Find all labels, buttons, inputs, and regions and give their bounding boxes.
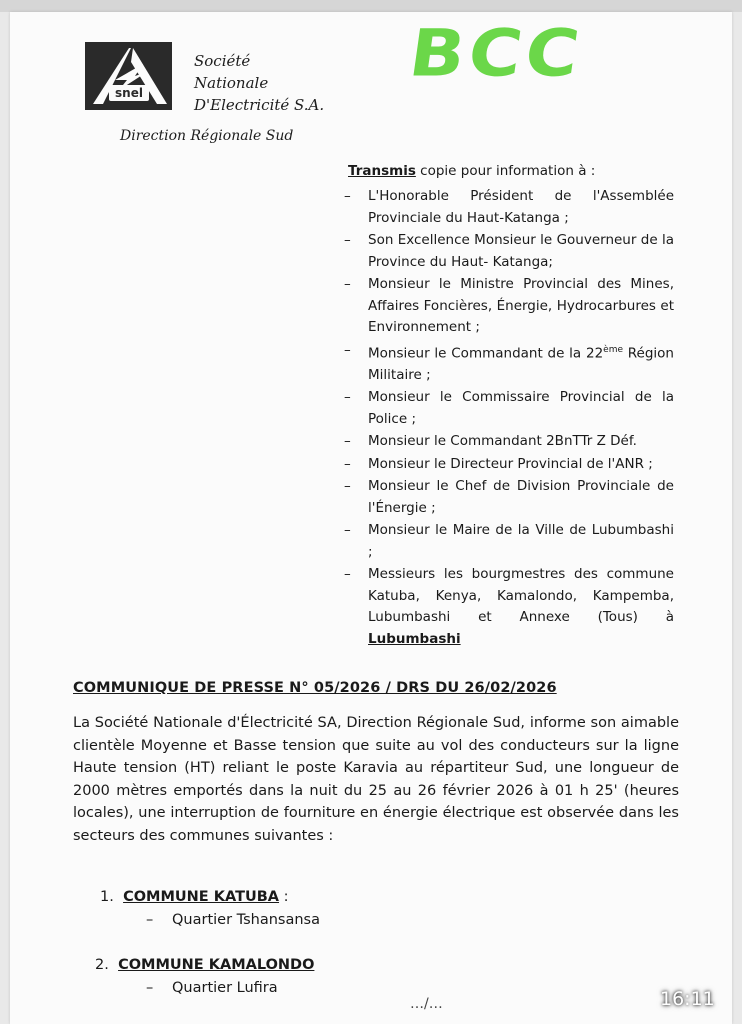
list-item: – Son Excellence Monsieur le Gouverneur de la Province du Haut- Katanga; — [344, 232, 674, 270]
transmis-line — [348, 163, 595, 179]
recipient-list — [344, 186, 674, 651]
transmis-label: Transmis — [348, 163, 416, 179]
list-item: – Monsieur le Commissaire Provincial de la Police ; — [344, 389, 674, 427]
company-line-3: D'Electricité S.A. — [194, 96, 325, 114]
quarter-item: – Quartier Lufira — [146, 980, 278, 996]
company-line-1: Société — [194, 52, 251, 70]
company-line-2: Nationale — [194, 74, 269, 92]
commune-title: 1. COMMUNE KATUBA : — [100, 889, 289, 905]
list-item: – Monsieur le Directeur Provincial de l'ANR ; — [344, 455, 653, 472]
logo-word: snel — [109, 85, 149, 101]
list-item: – L'Honorable Président de l'Assemblée Provinciale du Haut-Katanga ; — [344, 188, 674, 226]
list-item: – Monsieur le Ministre Provincial des Mines, Affaires Foncières, Énergie, Hydrocarbures et Environnement ; — [344, 276, 674, 335]
stamp-text: BCC — [404, 15, 588, 91]
page-continuation: …/… — [410, 996, 443, 1012]
company-name — [194, 50, 324, 116]
list-item: – Monsieur le Maire de la Ville de Lubumbashi ; — [344, 522, 674, 560]
list-item: – Monsieur le Commandant 2BnTTr Z Déf. — [344, 433, 637, 449]
snel-logo — [85, 42, 172, 110]
press-body: La Société Nationale d'Électricité SA, Direction Régionale Sud, informe son aimable clientèle Moyenne et Basse tension que suite au vol des conducteurs sur la ligne Haute tension (HT) reliant le poste Karavia au répartiteur Sud, une longueur de 2000 mètres emportés dans la nuit du 25 au 26 février 2026 à 01 h 25' (heures locales), une interruption de fourniture en énergie électrique est observée dans les secteurs des communes suivantes : — [73, 715, 679, 844]
list-item: – Monsieur le Commandant de la 22ème Région Militaire ; — [344, 341, 674, 383]
handwritten-stamp — [404, 10, 640, 96]
list-item: – Messieurs les bourgmestres des commune Katuba, Kenya, Kamalondo, Kampemba, Lubumbashi et Annexe (Tous) à Lubumbashi — [344, 566, 674, 647]
list-item: – Monsieur le Chef de Division Provinciale de l'Énergie ; — [344, 478, 674, 516]
regional-direction: Direction Régionale Sud — [120, 128, 294, 144]
status-time: 16:11 — [660, 988, 715, 1010]
commune-title: 2. COMMUNE KAMALONDO — [95, 957, 315, 973]
quarter-item: – Quartier Tshansansa — [146, 912, 321, 928]
press-heading: COMMUNIQUE DE PRESSE N° 05/2026 / DRS DU 26/02/2026 — [73, 680, 557, 696]
transmis-suffix: copie pour information à : — [415, 163, 596, 179]
